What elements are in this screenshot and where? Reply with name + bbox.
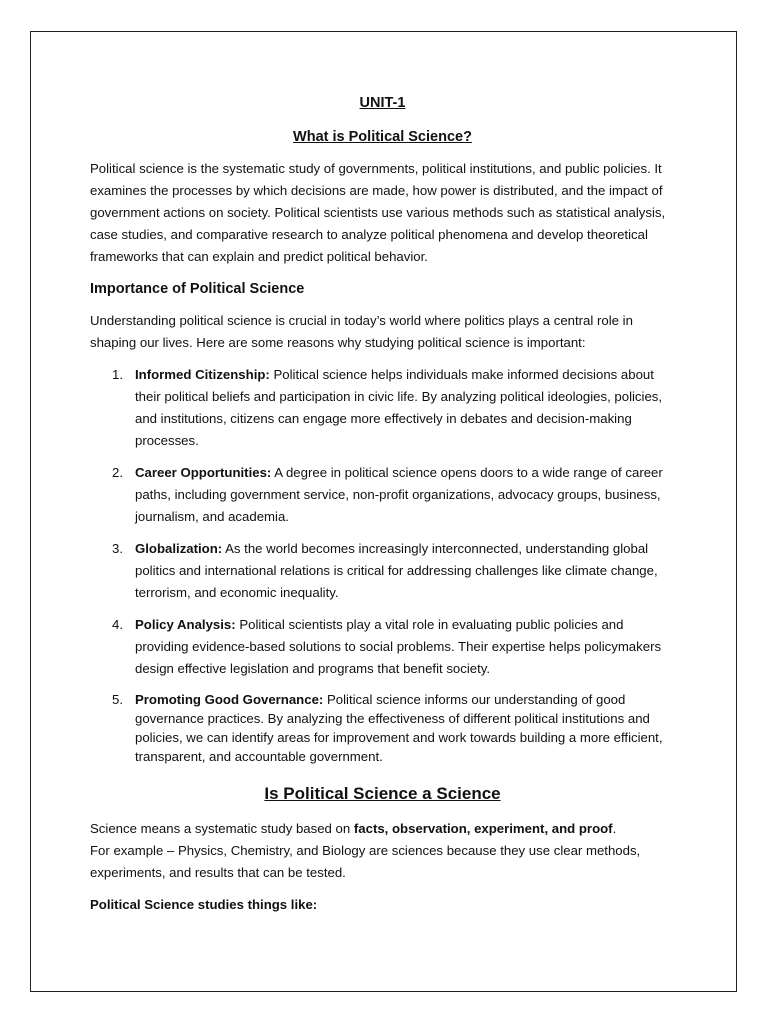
intro-paragraph: Political science is the systematic study of governments, political institutions, and public policies. It examines the processes by which decisions are made, how power is distributed, and the impact of government actions on society. Political scientists use various methods such as statistical analysis, case studies, and comparative research to analyze political phenomena and develop theoretical frameworks that can explain and predict political behavior. <box>90 161 666 264</box>
list-item <box>90 538 675 604</box>
list-item <box>90 614 675 680</box>
list-item-term: Globalization: <box>135 541 223 556</box>
science-definition-paragraph <box>90 818 675 884</box>
reasons-list <box>90 364 675 766</box>
list-item-text: A degree in political science opens doors to a wide range of career paths, including government service, non-profit organizations, advocacy groups, business, journalism, and academia. <box>135 465 663 524</box>
list-item <box>90 364 675 452</box>
list-item-number: 2. <box>112 465 123 480</box>
importance-intro-paragraph: Understanding political science is crucial in today’s world where politics plays a central role in shaping our lives. Here are some reasons why studying political science is important: <box>90 313 633 350</box>
list-item-text: Political science helps individuals make informed decisions about their political beliefs and participation in civic life. By analyzing political ideologies, policies, and institutions, citizens can engage more effectively in debates and decision-making processes. <box>135 367 663 448</box>
list-item-term: Policy Analysis: <box>135 617 236 632</box>
science-def-bold: facts, observation, experiment, and proof <box>353 821 613 836</box>
list-item-text: Political science informs our understanding of good governance practices. By analyzing the effectiveness of different political institutions and policies, we can identify areas for improvement and work towards building a more efficient, transparent, and accountable government. <box>135 692 663 764</box>
studies-heading: Political Science studies things like: <box>90 897 318 912</box>
document-body <box>90 92 675 926</box>
list-item-number: 4. <box>112 617 123 632</box>
list-item-term: Informed Citizenship: <box>135 367 270 382</box>
list-item-term: Career Opportunities: <box>135 465 272 480</box>
unit-title: UNIT-1 <box>359 95 406 111</box>
science-heading: Is Political Science a Science <box>264 784 501 803</box>
list-item-text: As the world becomes increasingly interconnected, understanding global politics and international relations is critical for addressing challenges like climate change, terrorism, and economic inequality. <box>135 541 658 600</box>
list-item-number: 3. <box>112 541 123 556</box>
list-item-number: 1. <box>112 367 123 382</box>
list-item-text: Political scientists play a vital role in evaluating public policies and providing evidence-based solutions to social problems. Their expertise helps policymakers design effective legislation and programs that benefit society. <box>135 617 662 676</box>
list-item <box>90 690 675 766</box>
list-item-number: 5. <box>112 692 123 707</box>
science-def-suffix: . <box>612 821 617 836</box>
science-def-prefix: Science means a systematic study based on <box>90 821 354 836</box>
importance-heading: Importance of Political Science <box>90 281 305 297</box>
list-item <box>90 462 675 528</box>
page-title: What is Political Science? <box>293 129 472 145</box>
list-item-term: Promoting Good Governance: <box>135 692 324 707</box>
science-example: For example – Physics, Chemistry, and Biology are sciences because they use clear methods, experiments, and results that can be tested. <box>90 843 641 880</box>
